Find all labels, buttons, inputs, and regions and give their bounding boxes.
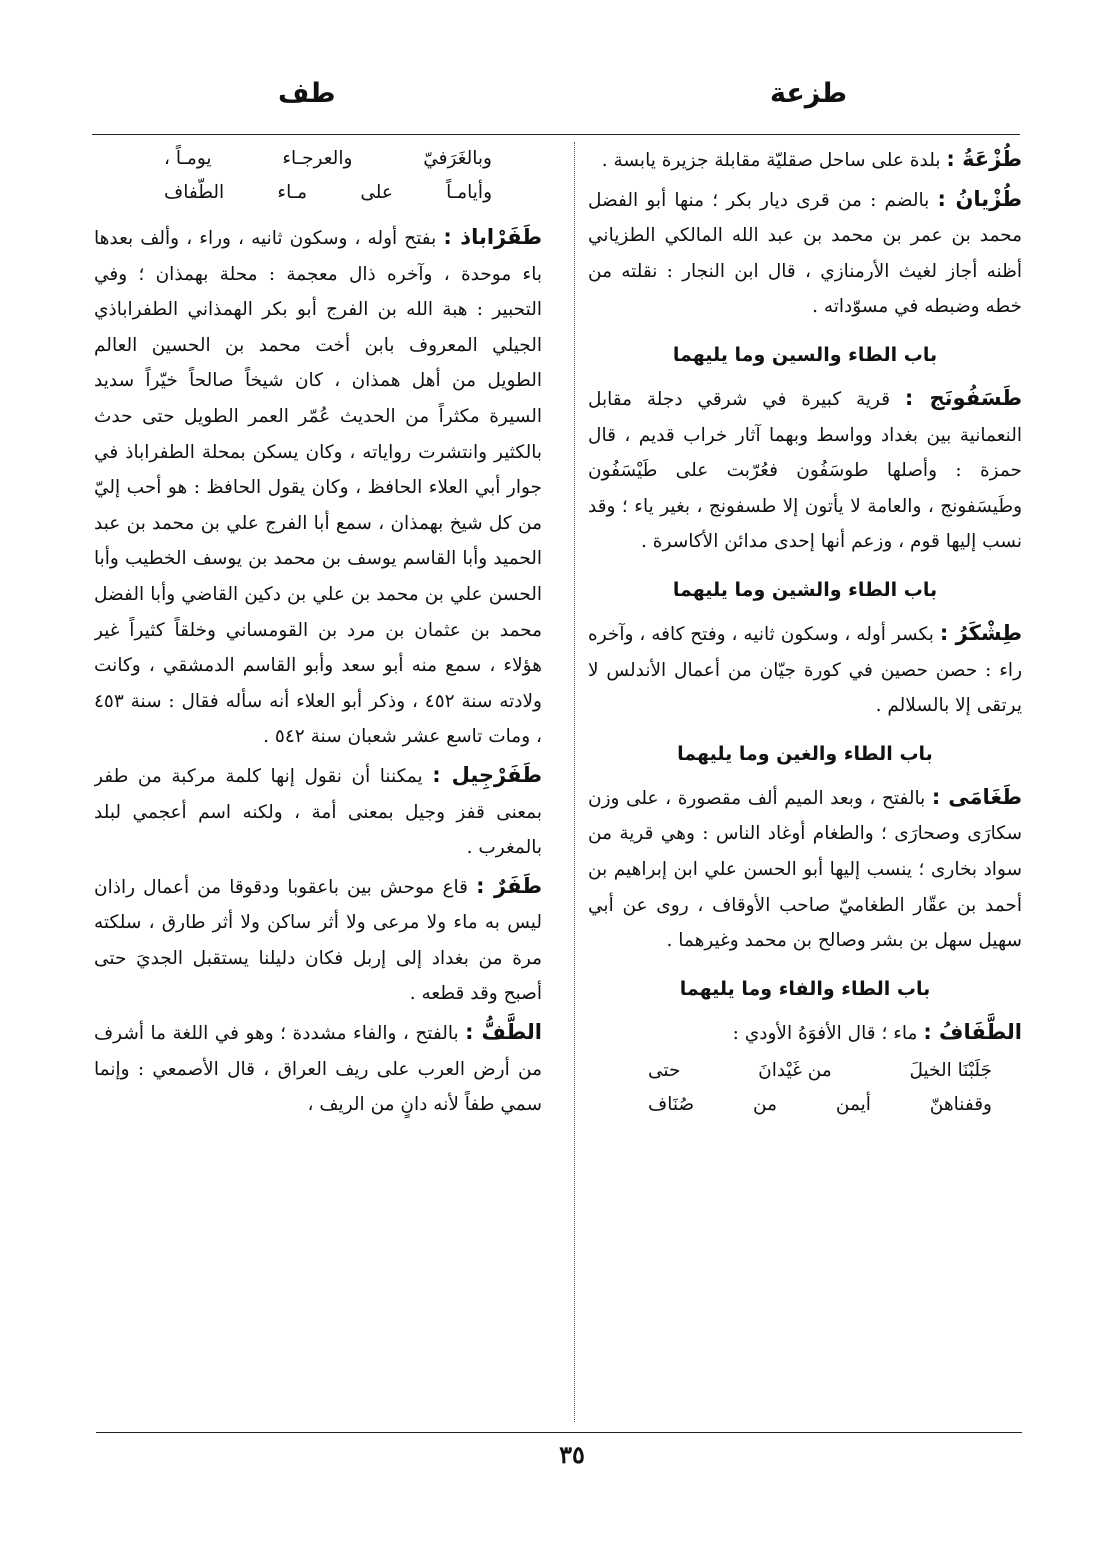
entry-text: بالفتح ، والفاء مشددة ؛ وهو في اللغة ما أشرف من أرض العرب على ريف العراق ، قال الأصمعي : وإنما سمي طفاً لأنه دانٍ من الريف ، [94, 1023, 542, 1116]
section-title-taa-shin: باب الطاء والشين وما يليهما [672, 578, 938, 601]
header-rule [92, 134, 1020, 135]
entry-text: بالفتح ، وبعد الميم ألف مقصورة ، على وزن سكارَى وصحارَى ؛ والطغام أوغاد الناس : وهي قرية من سواد بخارى ؛ ينسب إليها أبو الحسن علي ابن إبراهيم بن أحمد بن عقّار الطغاميّ صاحب الأوقاف ، روى عن أبي سهيل سهل بن بشر وصالح بن محمد وغيرهما . [588, 787, 1022, 952]
headword: طَفَرٌ : [476, 873, 542, 898]
headword: طِشْكَرُ : [939, 620, 1022, 645]
left-column [94, 142, 542, 1427]
entry-text: بلدة على ساحل صقليّة مقابلة جزيرة يابسة . [601, 150, 947, 171]
entry-tasafunaj [588, 381, 1022, 560]
entry-altaff [94, 1015, 542, 1123]
verse-word: مـاء [277, 182, 308, 203]
entry-taghama [588, 780, 1022, 959]
verse-line [94, 142, 542, 176]
entry-text: بفتح أوله ، وسكون ثانيه ، وراء ، وألف بعدها باء موحدة ، وآخره ذال معجمة : محلة بهمذان ؛ وفي التحبير : هبة الله بن الفرج أبو بكر الهمذاني الطفراباذي الجيلي المعروف بابن أخت محمد بن الحسين العالم الطويل من أهل همذان ، كان شيخاً صالحاً خيّراً سديد السيرة مكثراً من الحديث عُمّر العمر الطويل حتى حدث بالكثير وانتشرت رواياته ، وكان يسكن بمحلة الطفراباذ في جوار أبي العلاء الحافظ ، وكان يقول الحافظ : هو أحب إليّ من كل شيخ بهمذان ، سمع أبا الفرج علي بن محمد بن عبد الحميد وأبا القاسم يوسف بن محمد بن يوسف الخطيب وأبا الحسن علي بن محمد بن علي بن دكين القاضي وأبا الفضل محمد بن عثمان بن مرد بن القومساني وخلقاً كثيراً غير هؤلاء ، سمع منه أبو سعد وأبو القاسم الدمشقي ، وكانت ولادته سنة ٤٥٢ ، وذكر أبو العلاء أنه سأله فقال : سنة ٤٥٣ ، ومات تاسع عشر شعبان سنة ٥٤٢ . [94, 228, 542, 748]
verse-word: حتى [648, 1060, 681, 1082]
entry-text: قاع موحش بين باعقوبا ودقوقا من أعمال راذان ليس به ماء ولا مرعى ولا أثر ساكن ولا أثر طارق ، سلكته مرة من بغداد إلى إربل فكان دليلنا يستقبل الجديَ حتى أصبح وقد قطعه . [94, 876, 542, 1005]
entry-text: يمكننا أن نقول إنها كلمة مركبة من طفر بمعنى قفز وجيل بمعنى أمة ، ولكنه اسم أعجمي لبلد بالمغرب . [94, 765, 542, 859]
entry-text: بالضم : من قرى ديار بكر ؛ منها أبو الفضل محمد بن عمر بن محمد بن عبد الله المالكي الطزياني أظنه أجاز لغيث الأرمنازي ، قال ابن النجار : نقلته من خطه وضبطه في مسوّداته . [588, 189, 1022, 318]
entry-tafarjil [94, 758, 542, 866]
verse-word: جَلَبْنَا الخيلَ [909, 1060, 992, 1082]
headword: طَفَرْاباذ : [443, 225, 542, 249]
entry-tuzaa [588, 142, 1022, 179]
verse-word: وبالغَرَفيّ [423, 148, 492, 169]
verse-word: والعرجـاء [282, 148, 353, 169]
entry-tishkar [588, 616, 1022, 724]
verse-word: الطّفاف [164, 182, 225, 203]
section-title-taa-sin: باب الطاء والسين وما يليهما [672, 343, 938, 366]
verse-word: وقفناهنّ [929, 1094, 992, 1116]
entry-text: ماء ؛ قال الأفوَهُ الأودي : [732, 1022, 924, 1044]
verse-line [94, 176, 542, 210]
headword: طَغَامَى : [931, 784, 1022, 809]
headword: الطَّفُّ : [465, 1020, 542, 1045]
verse-word: من [753, 1094, 777, 1116]
entry-text: قرية كبيرة في شرقي دجلة مقابل النعمانية بين بغداد وواسط وبهما آثار خراب قديم ، قال حمزة : وأصلها طوسَفُون فعُرّبت على طَيْسَفُون وطَيسَفونج ، والعامة لا يأتون إلا طسفونج ، بغير ياء ؛ وقد نسب إليها قوم ، وزعم أنها إحدى مدائن الأكاسرة . [588, 388, 1022, 553]
entry-tafar [94, 869, 542, 1012]
running-header-left: طف [278, 78, 336, 109]
running-header-right: طزعة [769, 78, 847, 109]
verse-line [588, 1054, 1022, 1088]
verse-word: وأيامـاً [446, 182, 492, 203]
poem-verse-continued [94, 142, 542, 210]
section-title-taa-faa: باب الطاء والفاء وما يليهما [679, 977, 931, 1000]
verse-word: صُنَاف [648, 1094, 695, 1116]
page-number: ٣٥ [559, 1440, 585, 1469]
entry-tuffaf [588, 1015, 1022, 1052]
headword: طَسَفُونَج : [904, 385, 1022, 410]
headword: الطَّفَافُ : [923, 1019, 1022, 1044]
entry-tuzyan [588, 182, 1022, 325]
footer-rule [96, 1432, 1022, 1433]
verse-word: يومـاً ، [164, 148, 212, 169]
poem-verse [588, 1054, 1022, 1122]
verse-word: من غَيْدانَ [758, 1060, 832, 1082]
headword: طَفَرْجِيل : [432, 762, 542, 787]
entry-tafarabad [94, 220, 542, 755]
verse-line [588, 1088, 1022, 1122]
headword: طُزْيانُ : [937, 186, 1022, 211]
section-title-taa-ghain: باب الطاء والغين وما يليهما [677, 742, 933, 765]
entry-text: بكسر أوله ، وسكون ثانيه ، وفتح كافه ، وآخره راء : حصن حصين في كورة جيّان من أعمال الأندلس لا يرتقى إلا بالسلالم . [588, 623, 1022, 717]
verse-word: على [360, 182, 393, 203]
headword: طُزْعَةُ : [946, 147, 1022, 171]
right-column [588, 142, 1022, 1427]
column-divider [574, 142, 575, 1422]
verse-word: أيمن [835, 1094, 871, 1116]
